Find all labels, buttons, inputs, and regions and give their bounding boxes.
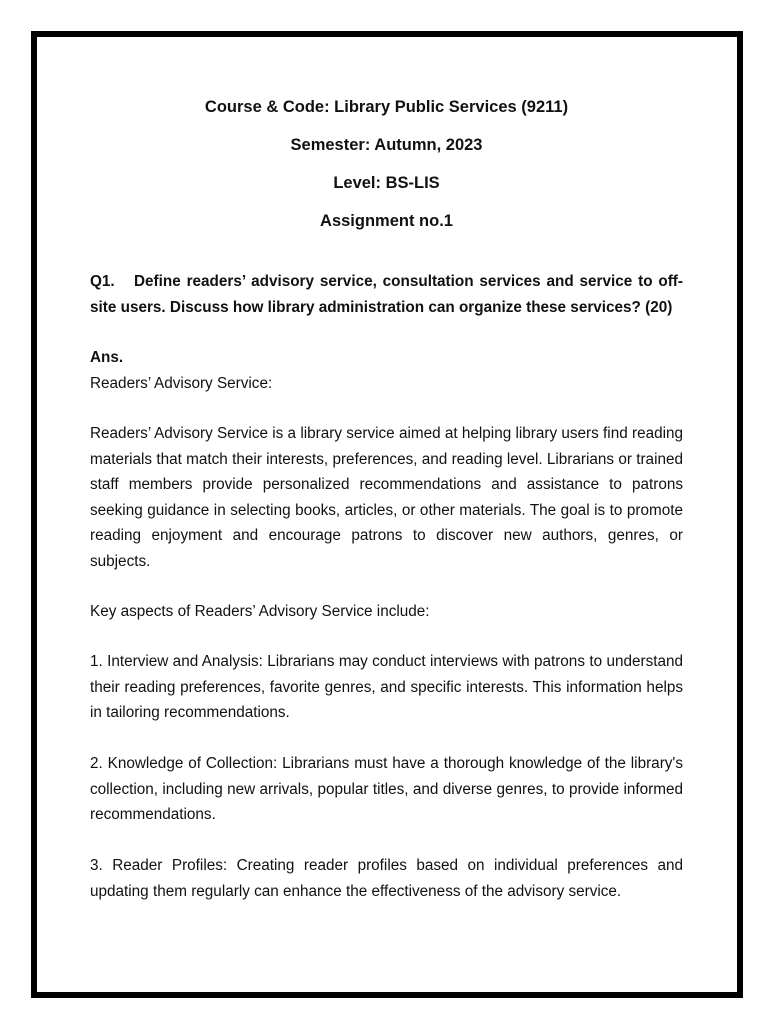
course-heading: Course & Code: Library Public Services (9211) xyxy=(204,98,569,116)
list-item: 1. Interview and Analysis: Librarians may conduct interviews with patrons to understand their reading preferences, favorite genres, and specific interests. This information helps in tailoring recommendations. xyxy=(90,653,683,721)
question-text: Define readers’ advisory service, consultation services and service to off-site users. Discuss how library administration can organize these services? (20) xyxy=(90,273,683,316)
page-border xyxy=(31,31,743,998)
assignment-heading: Assignment no.1 xyxy=(320,212,453,230)
question-block xyxy=(90,269,683,320)
key-aspects-intro: Key aspects of Readers’ Advisory Service include: xyxy=(90,603,430,620)
question-number: Q1. xyxy=(90,273,115,290)
list-item: 2. Knowledge of Collection: Librarians must have a thorough knowledge of the library's collection, including new arrivals, popular titles, and diverse genres, to provide informed recommendations. xyxy=(90,755,683,823)
level-heading: Level: BS-LIS xyxy=(333,174,440,192)
section-title: Readers’ Advisory Service: xyxy=(90,375,273,392)
answer-label: Ans. xyxy=(90,349,124,366)
intro-paragraph: Readers’ Advisory Service is a library service aimed at helping library users find reading materials that match their interests, preferences, and reading level. Librarians or trained staff members provide personalized recommendations and assistance to patrons seeking guidance in selecting books, articles, or other materials. The goal is to promote reading enjoyment and encourage patrons to discover new authors, genres, or subjects. xyxy=(90,425,683,570)
list-item: 3. Reader Profiles: Creating reader profiles based on individual preferences and updating them regularly can enhance the effectiveness of the advisory service. xyxy=(90,857,683,900)
semester-heading: Semester: Autumn, 2023 xyxy=(290,136,483,154)
